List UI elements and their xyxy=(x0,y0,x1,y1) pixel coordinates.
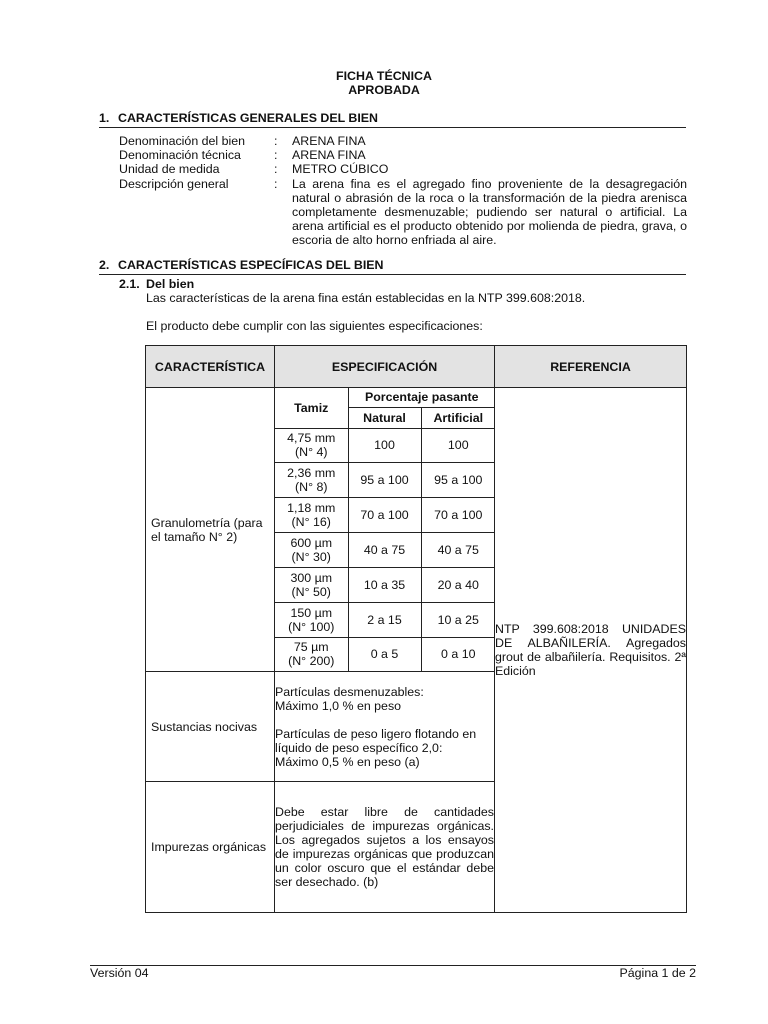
artificial-value: 10 a 25 xyxy=(421,602,495,637)
artificial-value: 100 xyxy=(421,428,495,462)
noxious-spec-2-title: Partículas de peso ligero flotando en líquido de peso específico 2,0: xyxy=(275,726,477,755)
artificial-value: 20 a 40 xyxy=(421,567,495,602)
section-2-number: 2. xyxy=(99,258,110,272)
sieve-number: (N° 50) xyxy=(291,584,331,599)
footer-divider xyxy=(90,965,696,966)
sieve-number: (N° 30) xyxy=(291,549,331,564)
noxious-spec-1 xyxy=(275,685,494,713)
sieve-mm: 75 µm xyxy=(293,640,329,655)
specifications-table xyxy=(145,345,687,913)
artificial-header: Artificial xyxy=(421,407,495,428)
general-value: METRO CÚBICO xyxy=(292,162,389,177)
general-row xyxy=(119,162,687,176)
table-header-row xyxy=(146,346,687,388)
general-characteristics xyxy=(119,134,687,248)
sieve-number: (N° 8) xyxy=(295,479,328,494)
section-1-heading xyxy=(99,111,686,128)
general-row xyxy=(119,134,687,148)
sieve-row xyxy=(275,497,495,532)
noxious-label: Sustancias nocivas xyxy=(146,672,275,782)
granulometry-label: Granulometría (para el tamaño N° 2) xyxy=(146,388,275,672)
footer-version: Versión 04 xyxy=(90,966,149,980)
natural-value: 95 a 100 xyxy=(348,462,421,497)
tamiz-header: Tamiz xyxy=(275,388,348,428)
header-reference: REFERENCIA xyxy=(495,346,687,388)
noxious-spec-1-limit: Máximo 1,0 % en peso xyxy=(275,698,402,713)
sieve-mm: 600 µm xyxy=(290,535,333,550)
sieve-size xyxy=(275,497,348,532)
sieve-row xyxy=(275,602,495,637)
sieve-mm: 300 µm xyxy=(290,570,333,585)
granulometry-row xyxy=(146,388,687,672)
general-label: Unidad de medida xyxy=(119,162,220,177)
subsection-heading xyxy=(119,277,194,291)
sieve-number: (N° 4) xyxy=(295,445,328,459)
artificial-value: 70 a 100 xyxy=(421,497,495,532)
general-value: ARENA FINA xyxy=(292,134,366,148)
sieve-mm: 150 µm xyxy=(290,605,333,620)
artificial-value: 0 a 10 xyxy=(421,637,495,671)
noxious-spec-1-title: Partículas desmenuzables: xyxy=(275,684,424,699)
sieve-size xyxy=(275,637,348,671)
header-characteristic: CARACTERÍSTICA xyxy=(146,346,275,388)
sieve-size xyxy=(275,532,348,567)
general-separator: : xyxy=(274,162,278,177)
noxious-spec-2 xyxy=(275,727,494,769)
general-separator: : xyxy=(274,148,278,163)
document-title: FICHA TÉCNICA xyxy=(336,69,432,83)
general-label: Descripción general xyxy=(119,176,229,191)
sieve-row xyxy=(275,567,495,602)
reference-cell: NTP 399.608:2018 UNIDADES DE ALBAÑILERÍA. Agregados grout de albañilería. Requisitos. 2ª Edición xyxy=(495,388,687,913)
section-1-number: 1. xyxy=(99,111,110,125)
section-2-title: CARACTERÍSTICAS ESPECÍFICAS DEL BIEN xyxy=(118,258,384,272)
noxious-spec-2-limit: Máximo 0,5 % en peso (a) xyxy=(275,754,420,769)
general-value: ARENA FINA xyxy=(292,148,366,163)
general-separator: : xyxy=(274,134,278,148)
natural-value: 2 a 15 xyxy=(348,602,421,637)
sieve-mm: 1,18 mm xyxy=(287,500,336,515)
natural-value: 40 a 75 xyxy=(348,532,421,567)
general-description: La arena fina es el agregado fino proveniente de la desagregación natural o abrasión de la roca o la transformación de la piedra arenisca completamente desmenuzable; pudiendo ser natural o artificial. La arena artificial es el producto obtenido por molienda de piedra, grava, o escoria de alto horno enfriada al aire. xyxy=(292,176,687,248)
section-1-title: CARACTERÍSTICAS GENERALES DEL BIEN xyxy=(118,111,378,125)
sieve-row xyxy=(275,637,495,671)
natural-value: 10 a 35 xyxy=(348,567,421,602)
natural-value: 100 xyxy=(348,428,421,462)
organic-spec: Debe estar libre de cantidades perjudiciales de impurezas orgánicas. Los agregados sujetos a los ensayos de impurezas orgánicas que produzcan un color oscuro que el estándar debe ser desechado. (b) xyxy=(275,782,495,913)
section-2-heading xyxy=(99,258,686,275)
subsection-number: 2.1. xyxy=(119,277,140,291)
sieve-header-row xyxy=(275,388,495,407)
footer-page-number: Página 1 de 2 xyxy=(619,966,696,980)
organic-label: Impurezas orgánicas xyxy=(146,782,275,913)
sieve-size xyxy=(275,428,348,462)
requirement-paragraph: El producto debe cumplir con las siguientes especificaciones: xyxy=(146,319,483,333)
sieve-number: (N° 200) xyxy=(288,654,335,669)
natural-header: Natural xyxy=(348,407,421,428)
pasante-header: Porcentaje pasante xyxy=(348,388,495,407)
sieve-row xyxy=(275,428,495,462)
sieve-table xyxy=(275,388,495,671)
sieve-number: (N° 100) xyxy=(288,619,335,634)
natural-value: 0 a 5 xyxy=(348,637,421,671)
sieve-size xyxy=(275,602,348,637)
noxious-spec xyxy=(275,672,495,782)
general-separator: : xyxy=(274,176,278,191)
sieve-row xyxy=(275,462,495,497)
header-specification: ESPECIFICACIÓN xyxy=(275,346,495,388)
artificial-value: 95 a 100 xyxy=(421,462,495,497)
document-subtitle: APROBADA xyxy=(348,83,420,97)
granulometry-spec xyxy=(275,388,495,672)
natural-value: 70 a 100 xyxy=(348,497,421,532)
sieve-size xyxy=(275,462,348,497)
artificial-value: 40 a 75 xyxy=(421,532,495,567)
sieve-mm: 2,36 mm xyxy=(287,465,336,480)
general-label: Denominación técnica xyxy=(119,148,241,163)
sieve-size xyxy=(275,567,348,602)
sieve-row xyxy=(275,532,495,567)
general-row xyxy=(119,177,687,248)
sieve-number: (N° 16) xyxy=(291,514,331,529)
general-label: Denominación del bien xyxy=(119,134,246,148)
general-row xyxy=(119,148,687,162)
subsection-title: Del bien xyxy=(146,277,195,291)
intro-paragraph: Las características de la arena fina están establecidas en la NTP 399.608:2018. xyxy=(146,291,586,305)
sieve-mm: 4,75 mm xyxy=(287,431,336,445)
